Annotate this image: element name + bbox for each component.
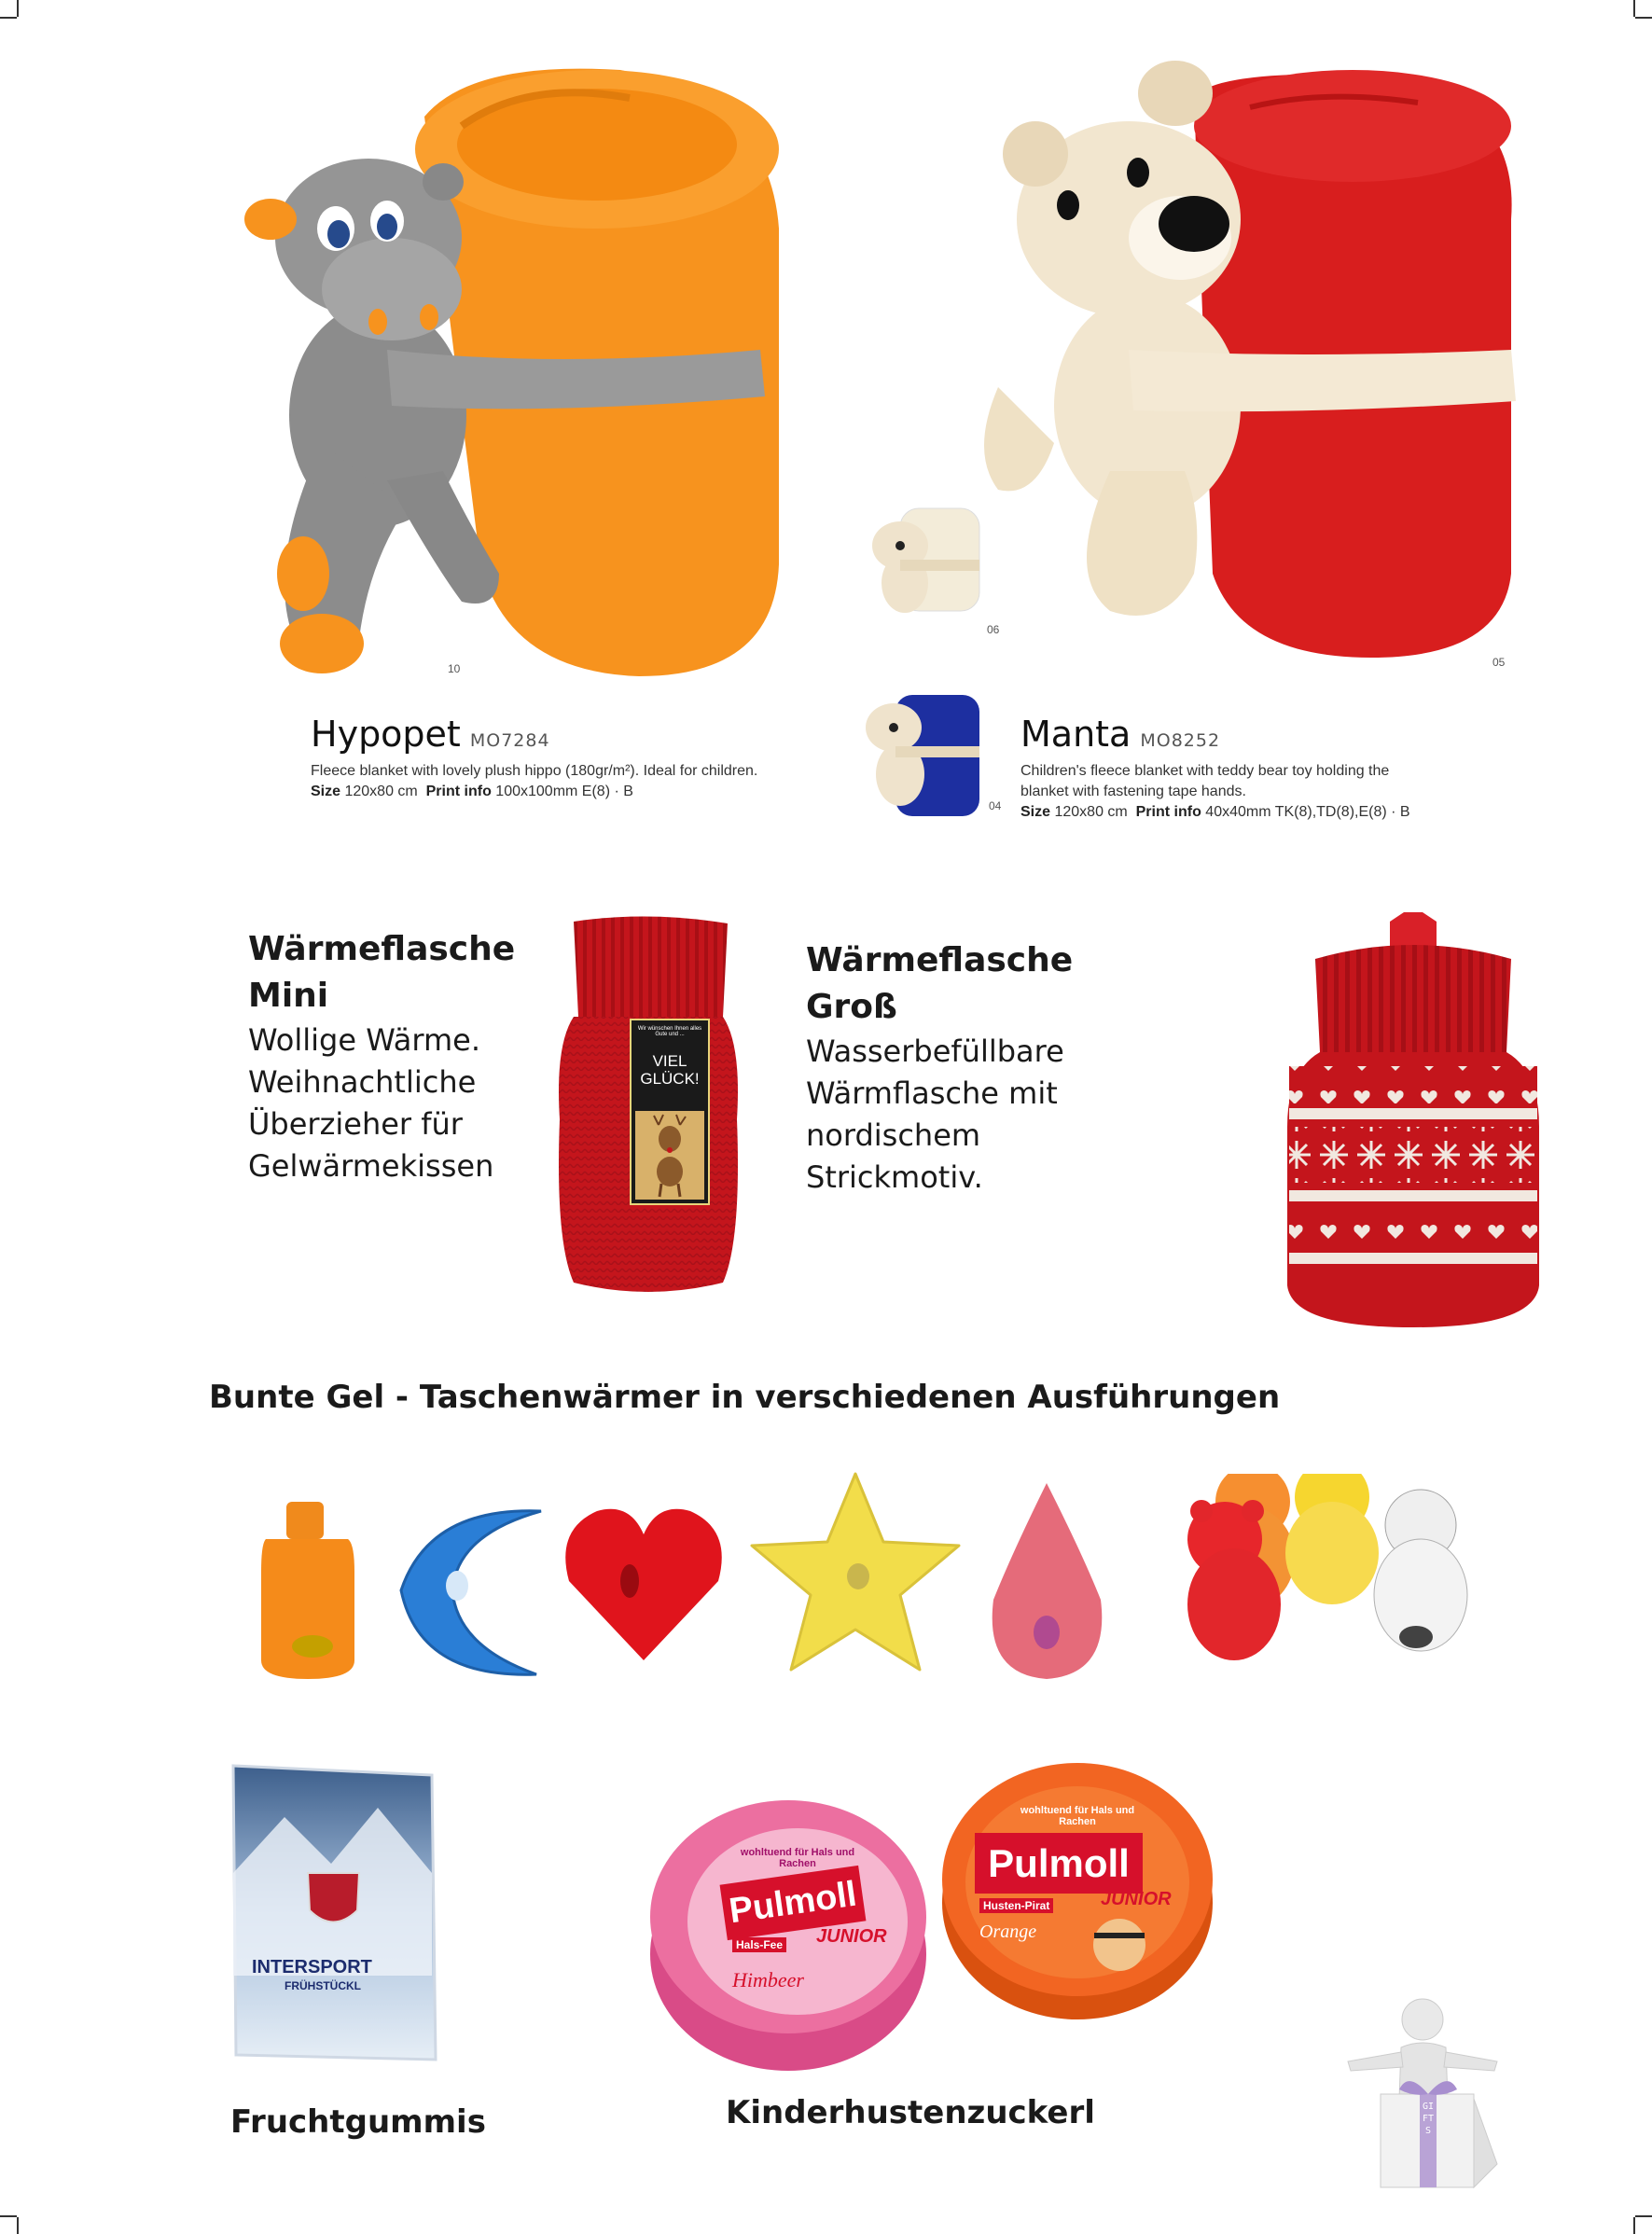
gifts-figure-icon (1343, 1996, 1511, 2192)
manta-thumbnail-cream (863, 499, 984, 620)
orange-tin-junior: JUNIOR (1101, 1889, 1172, 1909)
crop-mark (1633, 0, 1635, 17)
hypopet-desc-line: Fleece blanket with lovely plush hippo (180gr/m²). Ideal for children. (311, 763, 758, 779)
orange-tin-flavor: Orange (979, 1922, 1037, 1942)
manta-image-number: 05 (1492, 656, 1506, 669)
fruit-gum-bag-image (229, 1761, 438, 2069)
gel-heart-icon (555, 1492, 732, 1670)
crop-mark (17, 0, 19, 17)
big-bottle-title: Groß (806, 988, 897, 1026)
mini-bottle-text (248, 926, 528, 1187)
mini-bottle-title: Mini (248, 977, 329, 1015)
mini-bottle-body-line: Gelwärmekissen (248, 1148, 494, 1184)
label-glueck: GLÜCK! (640, 1070, 700, 1088)
crop-mark (0, 2215, 17, 2217)
mini-bottle-body-line: Weihnachtliche (248, 1064, 477, 1100)
pink-tin-top: wohltuend für Hals und Rachen (740, 1847, 855, 1869)
manta-code: MO8252 (1140, 730, 1221, 751)
fruit-gum-sub: FRÜHSTÜCKL (285, 1979, 361, 1992)
crop-mark (1635, 2215, 1652, 2217)
manta-desc-line: blanket with fastening tape hands. (1020, 784, 1246, 799)
big-bottle-body-line: Wärmflasche mit (806, 1075, 1058, 1111)
hypopet-code: MO7284 (469, 730, 550, 751)
gel-moon-icon (382, 1497, 546, 1684)
mini-bottle-image (555, 914, 742, 1297)
mini-bottle-title: Wärmeflasche (248, 930, 516, 968)
gel-star-icon (746, 1469, 965, 1679)
fruit-gum-brand: INTERSPORT (252, 1957, 372, 1977)
manta-thumbnail-blue (858, 690, 984, 821)
mini-bottle-body-line: Überzieher für (248, 1106, 463, 1142)
reindeer-icon (635, 1111, 704, 1200)
orange-tin-brand: Pulmoll (975, 1833, 1143, 1894)
gel-section-heading: Bunte Gel - Taschenwärmer in verschiedenen Ausführungen (209, 1379, 1281, 1416)
crop-mark (1633, 2217, 1635, 2234)
big-bottle-title: Wärmeflasche (806, 941, 1074, 979)
pulmoll-pink-tin (648, 1777, 928, 2075)
gel-drop-icon (984, 1478, 1110, 1684)
manta-thumbnail-number: 04 (989, 799, 1002, 812)
big-bottle-text (806, 937, 1104, 1199)
manta-thumbnail-number: 06 (987, 623, 1000, 636)
hypopet-image-number: 10 (448, 662, 461, 675)
hypopet-name: Hypopet (311, 714, 461, 755)
big-bottle-body-line: Wasserbefüllbare (806, 1034, 1064, 1069)
crop-mark (1635, 17, 1652, 19)
mini-bottle-body-line: Wollige Wärme. (248, 1022, 481, 1058)
manta-desc-line: Children's fleece blanket with teddy bear toy holding the (1020, 763, 1390, 779)
crop-mark (17, 2217, 19, 2234)
pink-tin-brand: Pulmoll (720, 1866, 867, 1940)
pink-tin-sub: Hals-Fee (732, 1937, 786, 1952)
fruit-gum-caption: Fruchtgummis (230, 2103, 486, 2141)
crop-mark (0, 17, 17, 19)
gel-bears-icon (1183, 1474, 1500, 1679)
gifts-label: GIFTS (1422, 2102, 1435, 2136)
pulmoll-orange-tin (937, 1754, 1217, 2024)
hypopet-description (311, 761, 796, 802)
manta-title-row (1020, 714, 1220, 755)
manta-description (1020, 761, 1524, 823)
pink-tin-junior: JUNIOR (816, 1926, 887, 1947)
mini-bottle-label (630, 1019, 710, 1205)
label-small-text: Wir wünschen Ihnen alles Gute und ... (637, 1026, 702, 1037)
pink-tin-flavor: Himbeer (732, 1968, 804, 1991)
big-bottle-body-line: Strickmotiv. (806, 1159, 983, 1195)
manta-spec-line: Size 120x80 cm Print info 40x40mm TK(8),TD(8),E(8) · B (1020, 804, 1410, 820)
manta-name: Manta (1020, 714, 1131, 755)
big-bottle-image (1278, 912, 1548, 1332)
manta-image (970, 51, 1530, 667)
hypopet-title-row (311, 714, 550, 755)
orange-tin-sub: Husten-Pirat (979, 1898, 1053, 1913)
hypopet-spec-line: Size 120x80 cm Print info 100x100mm E(8) · B (311, 784, 633, 799)
big-bottle-body-line: nordischem (806, 1117, 981, 1153)
hypopet-image (229, 42, 826, 695)
cough-drops-caption: Kinderhustenzuckerl (726, 2094, 1095, 2131)
gel-bottle-icon (247, 1497, 368, 1684)
orange-tin-top: wohltuend für Hals und Rachen (1020, 1805, 1135, 1827)
label-viel: VIEL (652, 1052, 687, 1070)
